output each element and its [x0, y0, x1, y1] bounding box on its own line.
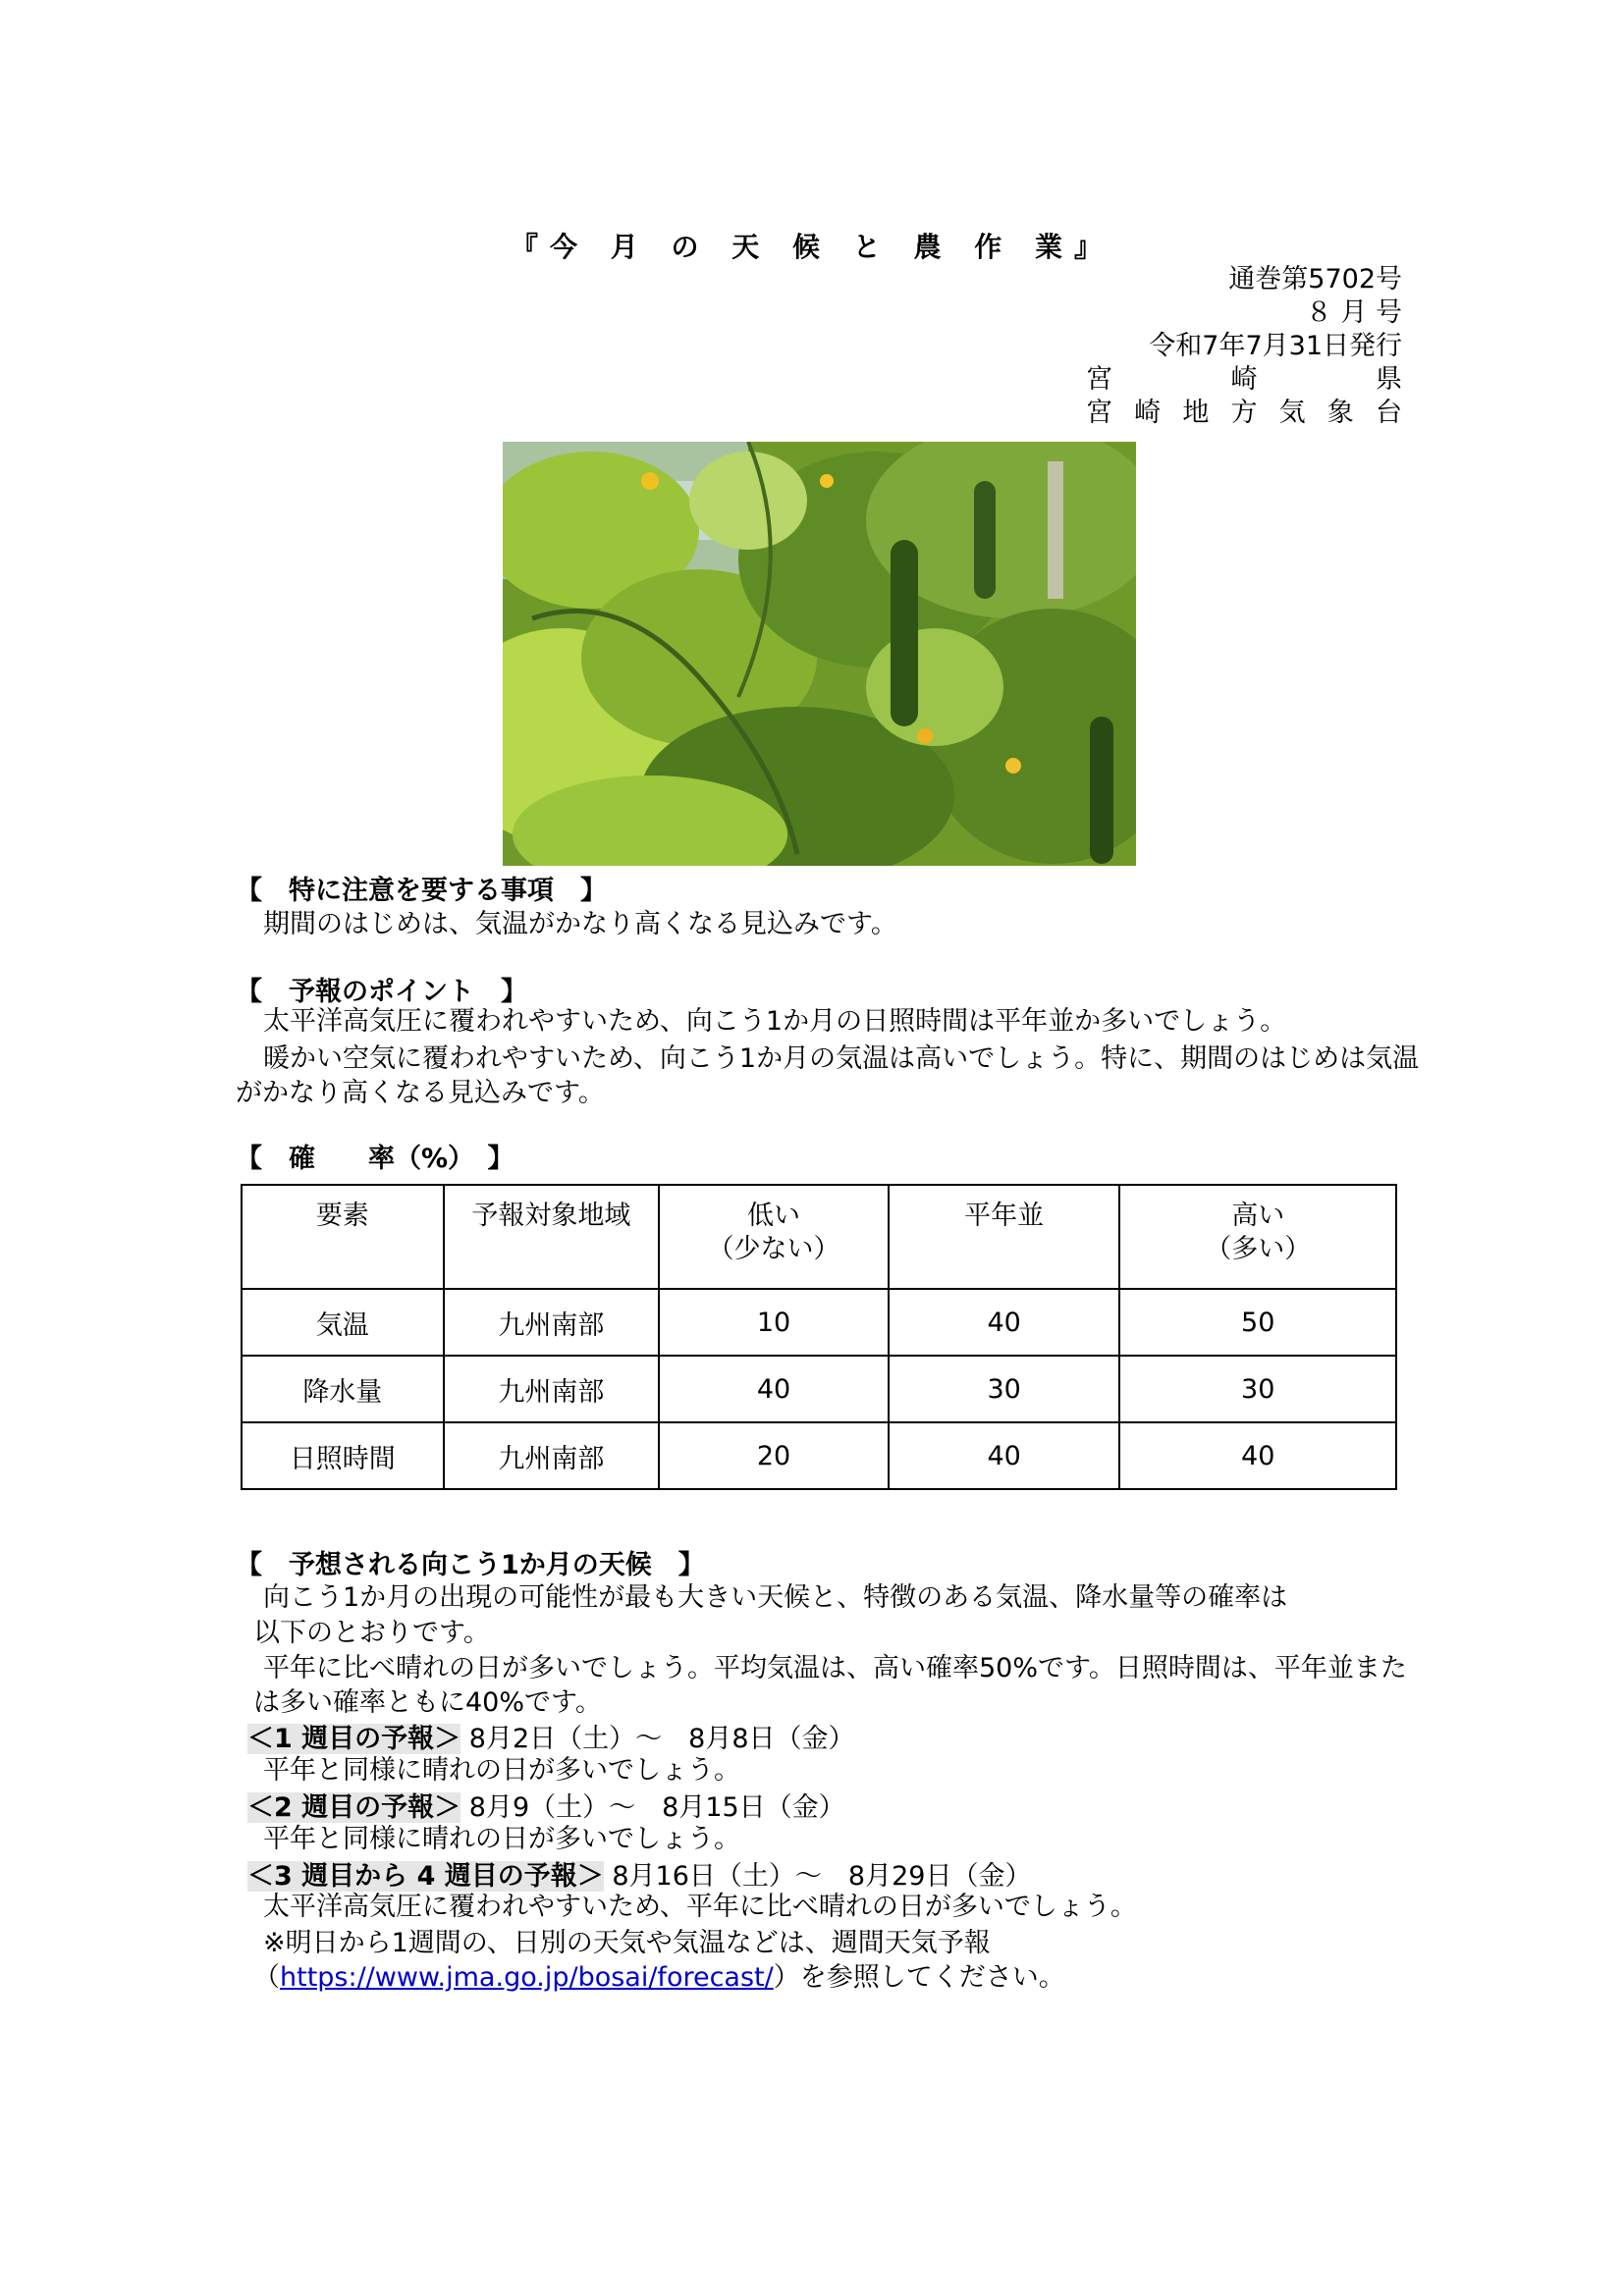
- table-row: [242, 1356, 1396, 1422]
- notice-text: 期間のはじめは、気温がかなり高くなる見込みです。: [263, 909, 897, 939]
- table-header-row: [242, 1185, 1396, 1289]
- issuing-office: [1086, 397, 1402, 430]
- col-element: 要素: [242, 1185, 444, 1289]
- cell-high: 40: [1119, 1422, 1396, 1489]
- office-char: 象: [1326, 398, 1354, 428]
- cell-region: 九州南部: [444, 1289, 660, 1356]
- forecast-link[interactable]: https://www.jma.go.jp/bosai/forecast/: [280, 1962, 774, 1993]
- cell-low: 10: [659, 1289, 889, 1356]
- week1-text: 平年と同様に晴れの日が多いでしょう。: [263, 1755, 740, 1786]
- table-row: [242, 1422, 1396, 1489]
- page-title: 『今 月 の 天 候 と 農 作 業』: [511, 231, 1113, 263]
- col-high-label: 高い: [1231, 1201, 1285, 1231]
- points-line-1: 太平洋高気圧に覆われやすいため、向こう1か月の日照時間は平年並か多いでしょう。: [263, 1006, 1287, 1037]
- notice-heading: 【 特に注意を要する事項 】: [236, 876, 607, 906]
- col-low-sub: （少ない）: [707, 1234, 840, 1264]
- week2-label: ＜2 週目の予報＞: [247, 1792, 461, 1823]
- cell-element: 気温: [242, 1289, 444, 1356]
- cell-normal: 40: [889, 1422, 1120, 1489]
- col-normal: 平年並: [889, 1185, 1120, 1289]
- outlook-heading: 【 予想される向こう1か月の天候 】: [236, 1550, 705, 1580]
- week1-forecast: [247, 1717, 855, 1755]
- outlook-p2-line2: は多い確率ともに40%です。: [253, 1687, 602, 1718]
- cell-low: 20: [659, 1422, 889, 1489]
- office-char: 方: [1230, 398, 1258, 428]
- week1-dates: 8月2日（土）～ 8月8日（金）: [468, 1724, 855, 1754]
- cell-low: 40: [659, 1356, 889, 1422]
- note-tail: ）を参照してください。: [773, 1962, 1065, 1993]
- pref-char: 宮: [1086, 364, 1112, 395]
- office-char: 地: [1182, 398, 1210, 428]
- cell-high: 50: [1119, 1289, 1396, 1356]
- week3-4-dates: 8月16日（土）～ 8月29日（金）: [612, 1861, 1032, 1892]
- pref-char: 県: [1376, 364, 1402, 395]
- week2-text: 平年と同様に晴れの日が多いでしょう。: [263, 1824, 740, 1854]
- cell-region: 九州南部: [444, 1422, 660, 1489]
- week2-dates: 8月9（土）～ 8月15日（金）: [468, 1792, 845, 1823]
- probability-table: [241, 1184, 1397, 1490]
- cell-region: 九州南部: [444, 1356, 660, 1422]
- cell-high: 30: [1119, 1356, 1396, 1422]
- outlook-p2-line1: 平年に比べ晴れの日が多いでしょう。平均気温は、高い確率50%です。日照時間は、平年並また: [263, 1653, 1407, 1683]
- col-low-label: 低い: [747, 1201, 801, 1231]
- week3-4-text: 太平洋高気圧に覆われやすいため、平年に比べ晴れの日が多いでしょう。: [263, 1892, 1137, 1922]
- paren-open: （: [253, 1962, 280, 1993]
- cell-element: 降水量: [242, 1356, 444, 1422]
- weekly-note: ※明日から1週間の、日別の天気や気温などは、週間天気予報: [263, 1928, 991, 1958]
- col-region: 予報対象地域: [444, 1185, 660, 1289]
- probability-heading: 【 確 率（%） 】: [236, 1144, 514, 1174]
- prefecture: [1086, 363, 1402, 397]
- cucumber-photo: [503, 442, 1136, 866]
- week3-4-label: ＜3 週目から 4 週目の予報＞: [247, 1861, 604, 1892]
- outlook-p1-line2: 以下のとおりです。: [253, 1618, 490, 1648]
- col-high: [1119, 1185, 1396, 1289]
- table-row: [242, 1289, 1396, 1356]
- pref-char: 崎: [1230, 364, 1258, 395]
- points-heading: 【 予報のポイント 】: [236, 977, 527, 1007]
- week1-label: ＜1 週目の予報＞: [247, 1724, 461, 1754]
- weekly-note-link-line: [253, 1959, 1065, 1997]
- week3-4-forecast: [247, 1854, 1031, 1893]
- points-line-2: 暖かい空気に覆われやすいため、向こう1か月の気温は高いでしょう。特に、期間のはじめは気温: [263, 1043, 1420, 1074]
- cell-element: 日照時間: [242, 1422, 444, 1489]
- issue-number: 通巻第5702号: [1228, 264, 1402, 294]
- outlook-p1-line1: 向こう1か月の出現の可能性が最も大きい天候と、特徴のある気温、降水量等の確率は: [263, 1582, 1288, 1613]
- office-char: 気: [1278, 398, 1306, 428]
- office-char: 宮: [1086, 398, 1112, 428]
- office-char: 崎: [1134, 398, 1162, 428]
- week2-forecast: [247, 1786, 845, 1824]
- month-issue: ８ 月 号: [1305, 297, 1402, 328]
- points-line-3: がかなり高くなる見込みです。: [236, 1078, 605, 1108]
- office-char: 台: [1375, 398, 1402, 428]
- col-high-sub: （多い）: [1205, 1234, 1312, 1264]
- cell-normal: 30: [889, 1356, 1120, 1422]
- publish-date: 令和7年7月31日発行: [1149, 331, 1402, 361]
- cell-normal: 40: [889, 1289, 1120, 1356]
- col-low: [659, 1185, 889, 1289]
